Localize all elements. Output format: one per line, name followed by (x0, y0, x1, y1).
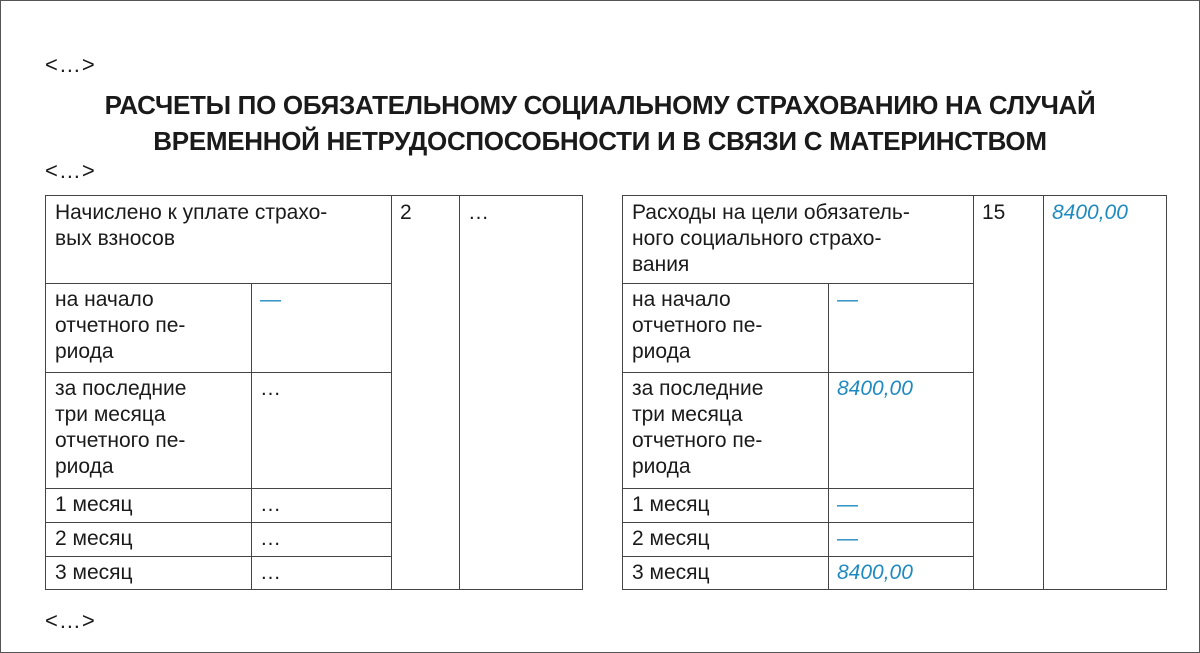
right-row-label: 3 месяц (632, 561, 710, 584)
right-header-label: Расходы на цели обязатель- ного социального страхо- вания (632, 201, 910, 276)
left-table (45, 195, 583, 590)
title-line-1: РАСЧЕТЫ ПО ОБЯЗАТЕЛЬНОМУ СОЦИАЛЬНОМУ СТРАХОВАНИЮ НА СЛУЧАЙ (104, 90, 1096, 120)
left-row-label: 2 месяц (55, 527, 133, 550)
left-row-label: 1 месяц (55, 493, 133, 516)
right-row-value: — (837, 493, 858, 516)
ellipsis-mid: <…> (45, 158, 96, 183)
right-row-label: на начало отчетного пе- риода (632, 288, 763, 363)
right-line-code: 15 (982, 201, 1006, 224)
right-row-label: 1 месяц (632, 493, 710, 516)
right-row-value: — (837, 288, 858, 311)
left-header-label: Начислено к уплате страхо- вых взносов (55, 201, 328, 250)
left-row-label: на начало отчетного пе- риода (55, 288, 186, 363)
left-row-value: — (260, 288, 281, 311)
left-row-label: за последние три месяца отчетного пе- риода (55, 377, 187, 478)
right-row-label: 2 месяц (632, 527, 710, 550)
title-line-2: ВРЕМЕННОЙ НЕТРУДОСПОСОБНОСТИ И В СВЯЗИ С МАТЕРИНСТВОМ (153, 126, 1047, 156)
right-row-value: 8400,00 (837, 377, 913, 400)
right-row-value: 8400,00 (837, 561, 913, 584)
ellipsis-top: <…> (45, 52, 96, 77)
right-table (622, 195, 1167, 590)
left-row-label: 3 месяц (55, 561, 133, 584)
right-total-value: 8400,00 (1052, 201, 1128, 224)
left-row-value: … (260, 377, 281, 400)
left-row-value: … (260, 527, 281, 550)
left-row-value: … (260, 561, 281, 584)
document-title (1, 87, 1199, 159)
ellipsis-bottom: <…> (45, 608, 96, 633)
left-line-code: 2 (400, 201, 412, 224)
left-total-value: … (468, 201, 489, 224)
left-row-value: … (260, 493, 281, 516)
right-row-label: за последние три месяца отчетного пе- риода (632, 377, 764, 478)
right-row-value: — (837, 527, 858, 550)
